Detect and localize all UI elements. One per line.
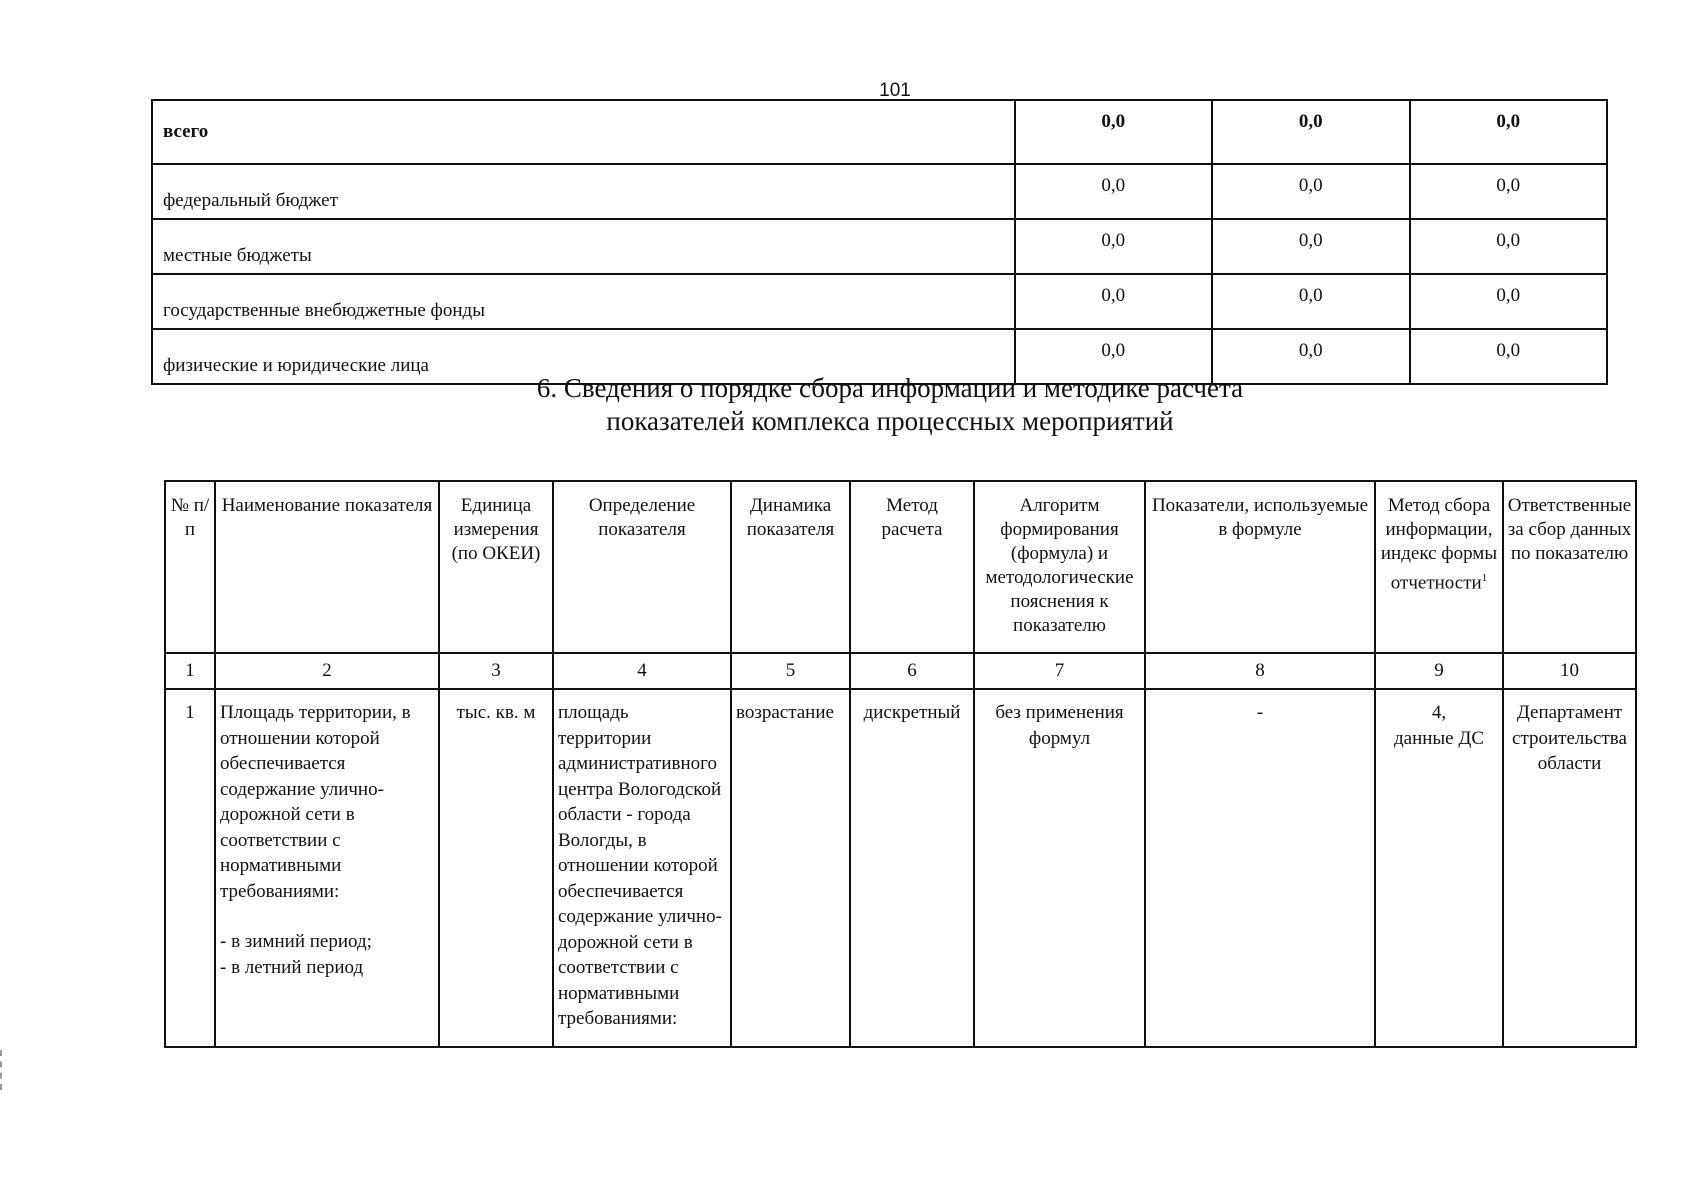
- value-cell: 0,0: [1410, 329, 1608, 384]
- table-row: [152, 274, 1607, 329]
- value-cell: 0,0: [1410, 164, 1608, 219]
- column-number: 6: [850, 653, 974, 689]
- section-title-line: показателей комплекса процессных мероприятий: [606, 406, 1174, 436]
- value-cell: 0,0: [1212, 100, 1409, 164]
- scan-edge-mark: [0, 1050, 6, 1090]
- funding-table: [151, 99, 1608, 385]
- formula-indicators-cell: -: [1145, 689, 1375, 1047]
- row-label: государственные внебюджетные фонды: [152, 274, 1015, 329]
- value-cell: 0,0: [1015, 219, 1212, 274]
- column-header: Определение показателя: [553, 481, 731, 653]
- column-number: 10: [1503, 653, 1636, 689]
- algorithm-cell: без применения формул: [974, 689, 1145, 1047]
- column-header: Ответственные за сбор данных по показателю: [1503, 481, 1636, 653]
- table-row: [152, 100, 1607, 164]
- row-label: местные бюджеты: [152, 219, 1015, 274]
- column-number: 5: [731, 653, 850, 689]
- column-header: Метод расчета: [850, 481, 974, 653]
- row-label: федеральный бюджет: [152, 164, 1015, 219]
- section-title-line: 6. Сведения о порядке сбора информации и методике расчета: [536, 373, 1244, 403]
- value-cell: 0,0: [1015, 100, 1212, 164]
- section-title: [440, 372, 1340, 438]
- collection-method-line: данные ДС: [1393, 727, 1485, 749]
- indicator-period-item: - в летний период: [220, 956, 364, 978]
- column-header: Алгоритм формирования (формула) и методологические пояснения к показателю: [974, 481, 1145, 653]
- value-cell: 0,0: [1015, 164, 1212, 219]
- column-number: 7: [974, 653, 1145, 689]
- value-cell: 0,0: [1410, 274, 1608, 329]
- row-label: физические и юридические лица: [152, 329, 1015, 384]
- value-cell: 0,0: [1015, 329, 1212, 384]
- table-row: [165, 689, 1636, 1047]
- unit-cell: тыс. кв. м: [439, 689, 553, 1047]
- value-cell: 0,0: [1212, 329, 1409, 384]
- value-cell: 0,0: [1212, 274, 1409, 329]
- column-number-row: [165, 653, 1636, 689]
- dynamics-cell: возрастание: [731, 689, 850, 1047]
- column-number: 4: [553, 653, 731, 689]
- responsible-cell: Департамент строительства области: [1503, 689, 1636, 1047]
- value-cell: 0,0: [1410, 100, 1608, 164]
- row-number: 1: [165, 689, 215, 1047]
- value-cell: 0,0: [1212, 219, 1409, 274]
- column-header-text: Метод сбора информации, индекс формы отчетности: [1380, 495, 1498, 594]
- column-header: [1375, 481, 1503, 653]
- column-header: № п/п: [165, 481, 215, 653]
- header-row: [165, 481, 1636, 653]
- indicator-period-item: - в зимний период;: [220, 931, 372, 952]
- table-row: [152, 164, 1607, 219]
- column-number: 3: [439, 653, 553, 689]
- value-cell: 0,0: [1410, 219, 1608, 274]
- column-header: Единица измерения (по ОКЕИ): [439, 481, 553, 653]
- row-label: всего: [152, 100, 1015, 164]
- column-header: Динамика показателя: [731, 481, 850, 653]
- definition-cell: площадь территории административного центра Вологодской области - города Вологды, в отношении которой обеспечивается содержание улично-дорожной сети в соответствии с нормативными требованиями:: [553, 689, 731, 1047]
- column-number: 2: [215, 653, 439, 689]
- methodology-table: [164, 480, 1637, 1048]
- column-number: 9: [1375, 653, 1503, 689]
- table-row: [152, 219, 1607, 274]
- collection-method-cell: [1375, 689, 1503, 1047]
- indicator-name-cell: [215, 689, 439, 1047]
- column-number: 1: [165, 653, 215, 689]
- indicator-name: Площадь территории, в отношении которой обеспечивается содержание улично-дорожной сети в соответствии с нормативными требованиями:: [220, 702, 411, 902]
- value-cell: 0,0: [1015, 274, 1212, 329]
- calc-method-cell: дискретный: [850, 689, 974, 1047]
- footnote-marker: 1: [1481, 572, 1488, 584]
- column-number: 8: [1145, 653, 1375, 689]
- column-header: Показатели, используемые в формуле: [1145, 481, 1375, 653]
- column-header: Наименование показателя: [215, 481, 439, 653]
- collection-method-line: 4,: [1431, 702, 1447, 723]
- value-cell: 0,0: [1212, 164, 1409, 219]
- page-number: 101: [879, 80, 911, 101]
